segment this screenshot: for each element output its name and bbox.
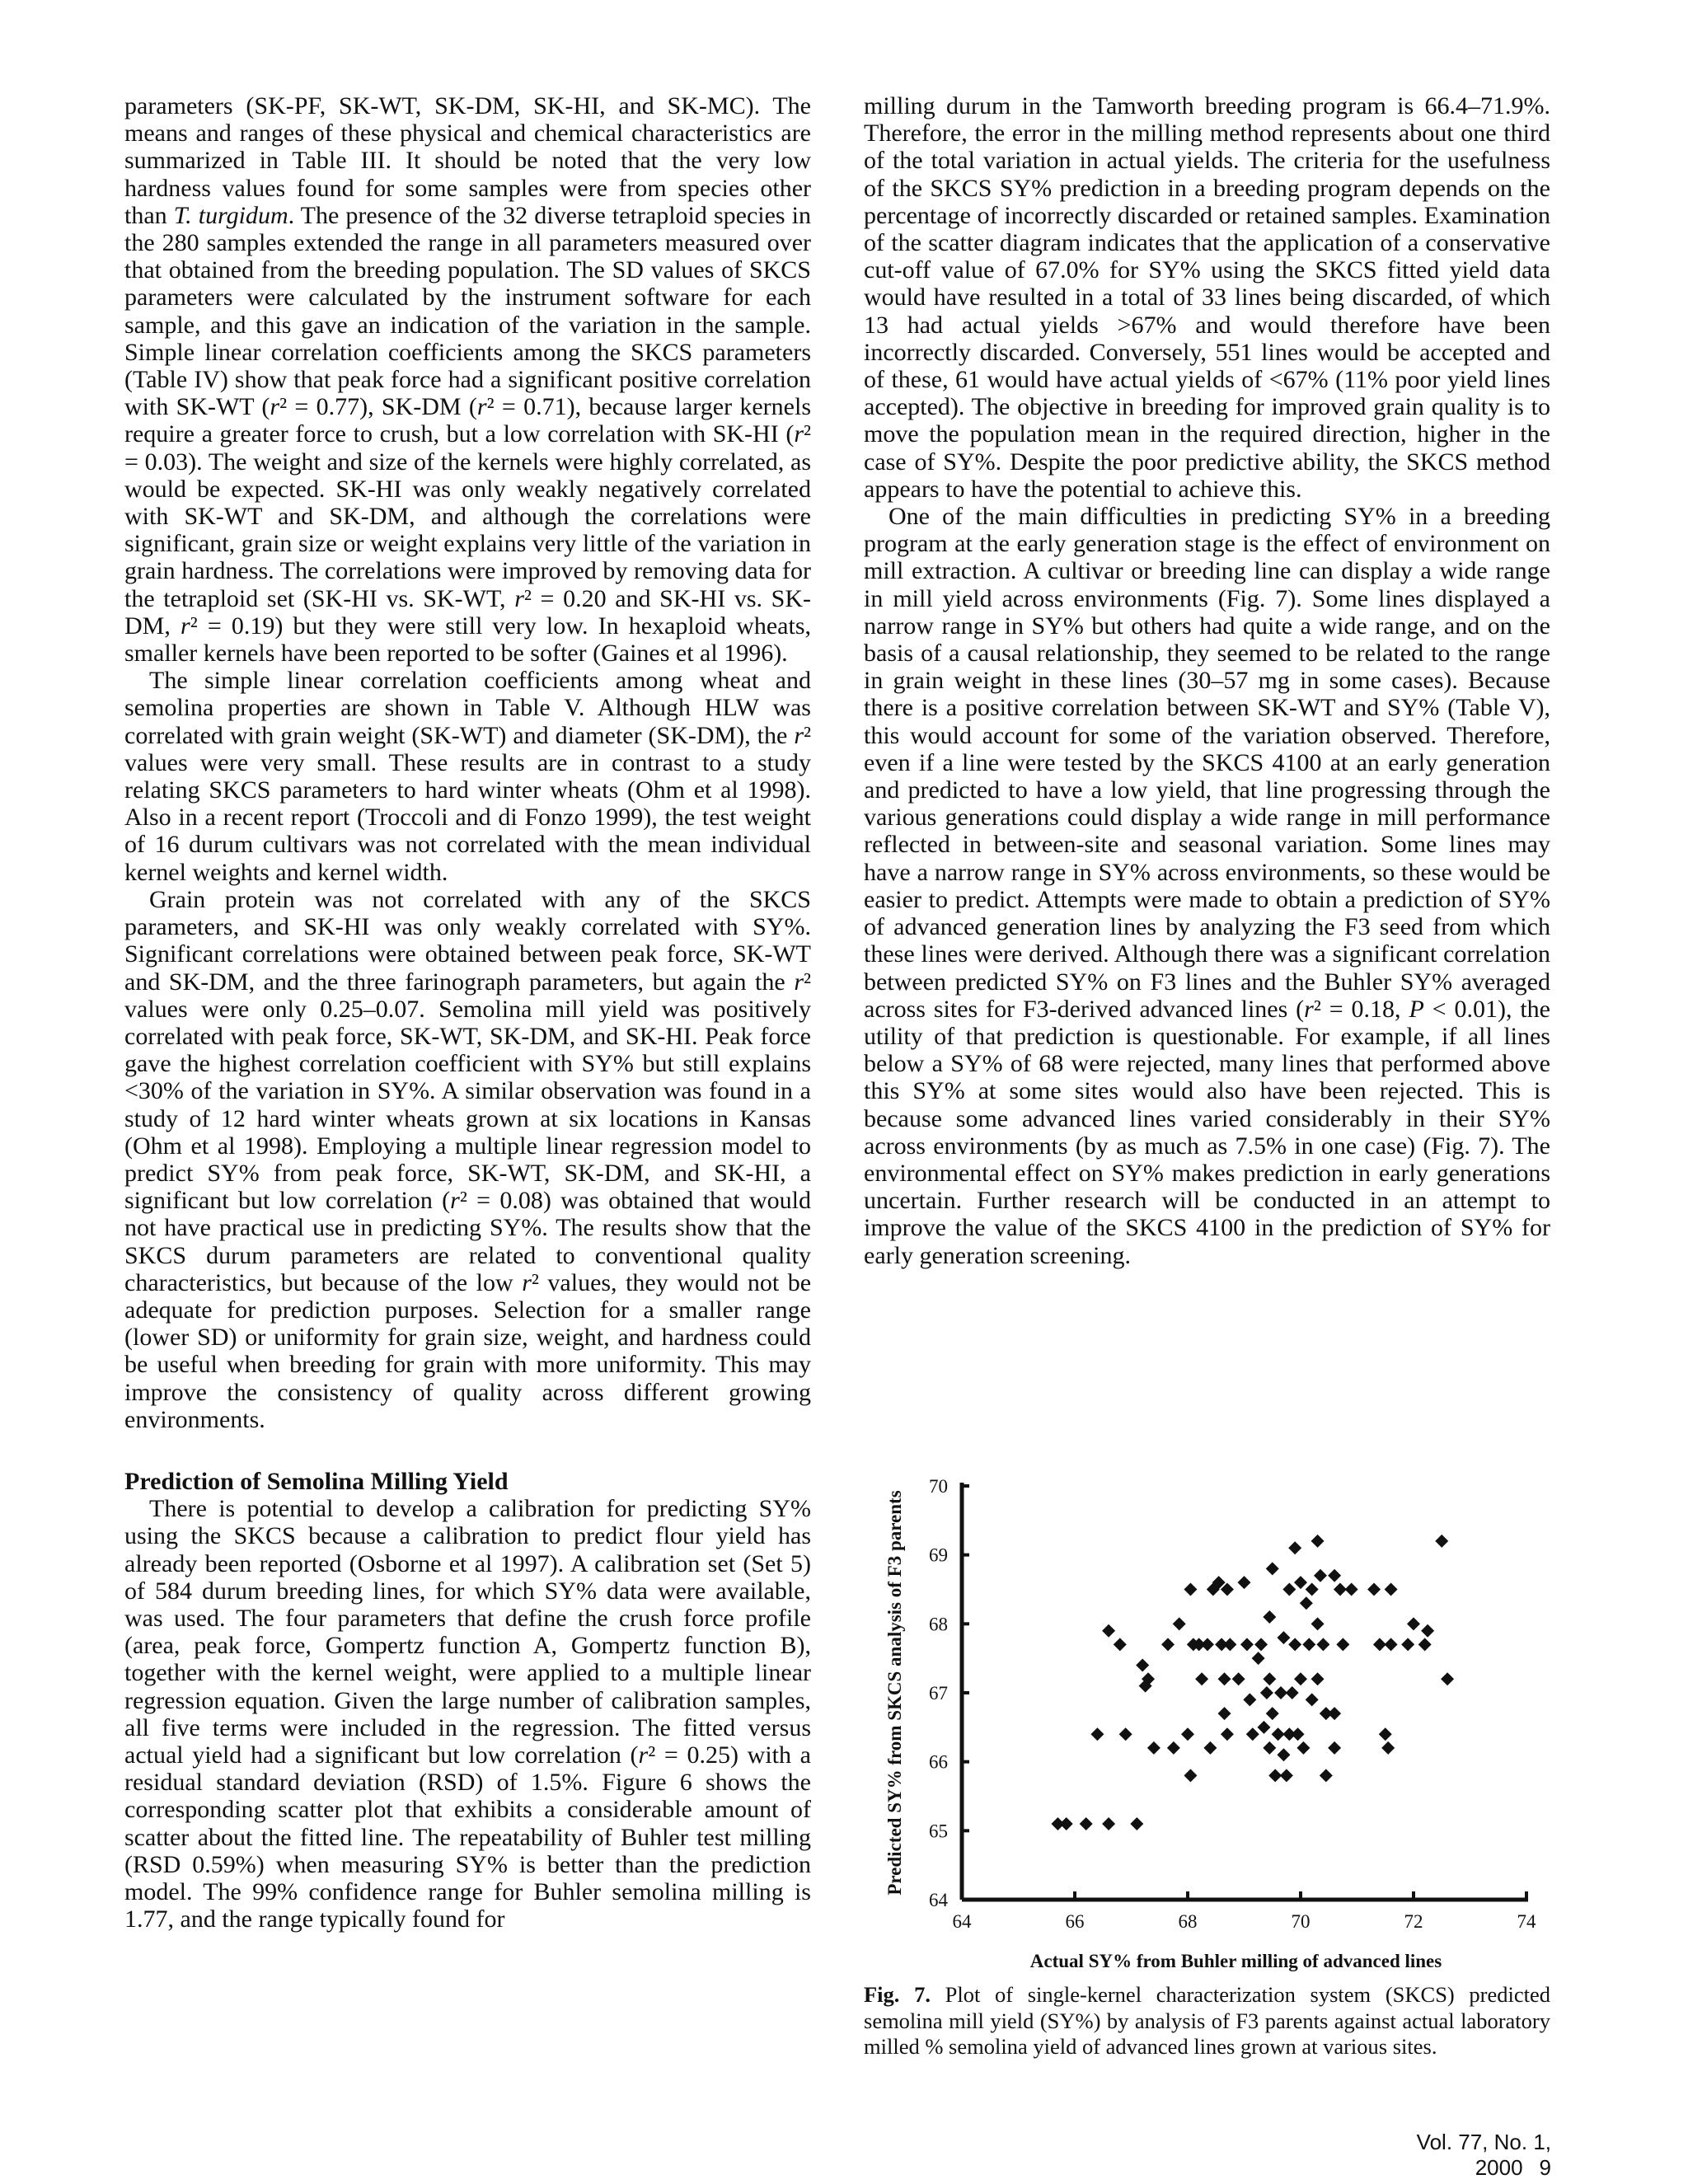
data-point [1441,1672,1454,1685]
chart-axes [929,1476,1536,1932]
data-point [1136,1659,1149,1672]
body-paragraph: The simple linear correlation coefficients among wheat and semolina properties are shown in Table V. Although HLW was correlated with grain weight (SK-WT) and diameter (SK-DM), the r² values were very small. These results are in contrast to a study relating SKCS parameters to hard winter wheats (Ohm et al 1998). Also in a recent report (Troccoli and di Fonzo 1999), the test weight of 16 durum cultivars was not correlated with the mean individual kernel weights and kernel width. [124,667,811,886]
x-tick-label: 64 [952,1911,972,1932]
data-point [1311,1535,1325,1548]
chart-points [1051,1535,1454,1830]
body-paragraph: There is potential to develop a calibration for predicting SY% using the SKCS because a calibration to predict flour yield has already been reported (Osborne et al 1997). A calibration set (Set 5) of 584 durum breeding lines, for which SY% data were available, was used. The four parameters that define the crush force profile (area, peak force, Gompertz function A, Gompertz function B), together with the kernel weight, were applied to a multiple linear regression equation. Given the large number of calibration samples, all five terms were included in the regression. The fitted versus actual yield had a significant but low correlation (r² = 0.25) with a residual standard deviation (RSD) of 1.5%. Figure 6 shows the corresponding scatter plot that exhibits a considerable amount of scatter about the fitted line. The repeatability of Buhler test milling (RSD 0.59%) when measuring SY% is better than the prediction model. The 99% confidence range for Buhler semolina milling is 1.77, and the range typically found for [124,1495,811,1933]
data-point [1288,1638,1301,1651]
data-point [1263,1741,1276,1755]
data-point [1306,1693,1319,1706]
data-point [1296,1741,1310,1755]
data-point [1367,1583,1381,1596]
data-point [1311,1672,1325,1685]
data-point [1257,1721,1270,1734]
data-point [1311,1617,1325,1630]
data-point [1286,1686,1299,1699]
data-point [1334,1583,1347,1596]
data-point [1316,1638,1329,1651]
data-point [1336,1638,1349,1651]
data-point [1240,1638,1254,1651]
y-tick-label: 70 [929,1476,948,1497]
page-footer [1337,2130,1551,2181]
data-point [1252,1652,1265,1665]
data-point [1418,1638,1432,1651]
data-point [1292,1727,1305,1741]
data-point [1277,1748,1290,1761]
data-point [1274,1686,1287,1699]
data-point [1280,1769,1293,1782]
body-paragraph: Grain protein was not correlated with any of the SKCS parameters, and SK-HI was only weakly correlated with SY%. Significant correlations were obtained between peak force, SK-WT and SK-DM, and the three farinograph parameters, but again the r² values were only 0.25–0.07. Semolina mill yield was positively correlated with peak force, SK-WT, SK-DM, and SK-HI. Peak force gave the highest correlation coefficient with SY% but still explains <30% of the variation in SY%. A similar observation was found in a study of 12 hard winter wheats grown at six locations in Kansas (Ohm et al 1998). Employing a multiple linear regression model to predict SY% from peak force, SK-WT, SK-DM, and SK-HI, a significant but low correlation (r² = 0.08) was obtained that would not have practical use in predicting SY%. The results show that the SKCS durum parameters are related to conventional quality characteristics, but because of the low r² values, they would not be adequate for prediction purposes. Selection for a smaller range (lower SD) or uniformity for grain size, weight, and hardness could be useful when breeding for grain with more uniformity. This may improve the consistency of quality across different growing environments. [124,885,812,1433]
data-point [1435,1535,1448,1548]
data-point [1320,1769,1333,1782]
data-point [1263,1672,1276,1685]
data-point [1246,1727,1259,1741]
y-tick-label: 64 [929,1890,948,1910]
data-point [1401,1638,1414,1651]
data-point [1328,1707,1341,1720]
data-point [1282,1583,1296,1596]
left-column [124,92,811,1933]
data-point [1260,1686,1273,1699]
body-paragraph: One of the main difficulties in predicting SY% in a breeding program at the early generation stage is the effect of environment on mill extraction. A cultivar or breeding line can display a wide range in mill yield across environments (Fig. 7). Some lines displayed a narrow range in SY% but others had quite a wide range, and on the basis of a causal relationship, they seemed to be related to the range in grain weight in these lines (30–57 mg in some cases). Because there is a positive correlation between SK-WT and SY% (Table V), this would account for some of the variation observed. Therefore, even if a line were tested by the SKCS 4100 at an early generation and predicted to have a low yield, that line progressing through the various generations could display a wide range in mill performance reflected in between-site and seasonal variation. Some lines may have a narrow range in SY% across environments, so these would be easier to predict. Attempts were made to obtain a prediction of SY% of advanced generation lines by analyzing the F3 seed from which these lines were derived. Although there was a significant correlation between predicted SY% on F3 lines and the Buhler SY% averaged across sites for F3-derived advanced lines (r² = 0.18, P < 0.01), the utility of that prediction is questionable. For example, if all lines below a SY% of 68 were rejected, many lines that performed above this SY% at some sites would also have been rejected. This is because some advanced lines varied considerably in their SY% across environments (by as much as 7.5% in one case) (Fig. 7). The environmental effect on SY% makes prediction in early generations uncertain. Further research will be conducted in an attempt to improve the value of the SKCS 4100 in the prediction of SY% for early generation screening. [864,503,1550,1269]
data-point [1080,1817,1093,1830]
figure-7 [864,1451,1550,1978]
data-point [1381,1741,1395,1755]
section-heading: Prediction of Semolina Milling Yield [124,1467,509,1495]
scatter-chart [864,1451,1550,1978]
data-point [1373,1638,1386,1651]
y-tick-label: 68 [929,1614,948,1635]
y-tick-label: 66 [929,1751,948,1773]
data-point [1161,1638,1175,1651]
data-point [1114,1638,1127,1651]
data-point [1268,1769,1282,1782]
data-point [1147,1741,1160,1755]
y-tick-label: 69 [929,1544,948,1566]
data-point [1243,1693,1256,1706]
data-point [1201,1638,1214,1651]
x-tick-label: 66 [1065,1911,1085,1932]
data-point [1407,1617,1420,1630]
data-point [1277,1631,1290,1644]
data-point [1218,1707,1231,1720]
data-point [1218,1672,1231,1685]
data-point [1223,1638,1236,1651]
caption-text: Plot of single-kernel characterization system (SKCS) predicted semolina mill yield (SY%) by analysis of F3 parents against actual laboratory milled % semolina yield of advanced lines grown at various sites. [864,1982,1550,2059]
data-point [1102,1817,1115,1830]
data-point [1119,1727,1132,1741]
y-tick-label: 67 [929,1683,948,1704]
data-point [1184,1769,1197,1782]
data-point [1345,1583,1358,1596]
data-point [1173,1617,1186,1630]
data-point [1130,1817,1143,1830]
figure-caption [864,1982,1550,2060]
data-point [1288,1541,1301,1554]
data-point [1294,1672,1307,1685]
data-point [1221,1727,1234,1741]
data-point [1266,1707,1279,1720]
data-point [1195,1672,1208,1685]
data-point [1379,1727,1392,1741]
body-paragraph: parameters (SK-PF, SK-WT, SK-DM, SK-HI, and SK-MC). The means and ranges of these physical and chemical characteristics are summarized in Table III. It should be noted that the very low hardness values found for some samples were from species other than T. turgidum. The presence of the 32 diverse tetraploid species in the 280 samples extended the range in all parameters measured over that obtained from the breeding population. The SD values of SKCS parameters were calculated by the instrument software for each sample, and this gave an indication of the variation in the sample. Simple linear correlation coefficients among the SKCS parameters (Table IV) show that peak force had a significant positive correlation with SK-WT (r² = 0.77), SK-DM (r² = 0.71), because larger kernels require a greater force to crush, but a low correlation with SK-HI (r² = 0.03). The weight and size of the kernels were highly correlated, as would be expected. SK-HI was only weakly negatively correlated with SK-WT and SK-DM, and although the correlations were significant, grain size or weight explains very little of the variation in grain hardness. The correlations were improved by removing data for the tetraploid set (SK-HI vs. SK-WT, r² = 0.20 and SK-HI vs. SK-DM, r² = 0.19) but they were still very low. In hexaploid wheats, smaller kernels have been reported to be softer (Gaines et al 1996). [124,92,812,668]
x-axis-label: Actual SY% from Buhler milling of advanced lines [1029,1951,1442,1971]
data-point [1184,1583,1197,1596]
data-point [1300,1596,1313,1610]
y-axis-label: Predicted SY% from SKCS analysis of F3 parents [884,1490,905,1896]
x-tick-label: 74 [1517,1911,1536,1932]
data-point [1203,1741,1217,1755]
data-point [1102,1624,1115,1638]
x-tick-label: 72 [1404,1911,1423,1932]
body-paragraph: milling durum in the Tamworth breeding program is 66.4–71.9%. Therefore, the error in the milling method represents about one third of the total variation in actual yields. The criteria for the usefulness of the SKCS SY% prediction in a breeding program depends on the percentage of incorrectly discarded or retained samples. Examination of the scatter diagram indicates that the application of a conservative cut-off value of 67.0% for SY% using the SKCS fitted yield data would have resulted in a total of 33 lines being discarded, of which 13 had actual yields >67% and would therefore have been incorrectly discarded. Conversely, 551 lines would be accepted and of these, 61 would have actual yields of <67% (11% poor yield lines accepted). The objective in breeding for improved grain quality is to move the population mean in the required direction, higher in the case of SY%. Despite the poor predictive ability, the SKCS method appears to have the potential to achieve this. [864,92,1550,503]
data-point [1232,1672,1245,1685]
data-point [1385,1638,1398,1651]
data-point [1306,1583,1319,1596]
data-point [1167,1741,1180,1755]
data-point [1272,1727,1285,1741]
data-point [1263,1610,1276,1624]
data-point [1090,1727,1104,1741]
data-point [1302,1638,1315,1651]
data-point [1238,1576,1251,1589]
data-point [1254,1638,1268,1651]
data-point [1060,1817,1073,1830]
page-number: 9 [1539,2155,1551,2180]
data-point [1328,1569,1341,1582]
data-point [1294,1576,1307,1589]
data-point [1328,1741,1341,1755]
data-point [1181,1727,1194,1741]
data-point [1314,1569,1327,1582]
caption-label: Fig. 7. [864,1982,931,2007]
data-point [1421,1624,1434,1638]
journal-citation: Vol. 77, No. 1, 2000 [1416,2130,1551,2180]
data-point [1385,1583,1398,1596]
data-point [1266,1562,1279,1575]
x-tick-label: 70 [1291,1911,1311,1932]
x-tick-label: 68 [1178,1911,1198,1932]
right-column [864,92,1550,1269]
y-tick-label: 65 [929,1821,948,1842]
